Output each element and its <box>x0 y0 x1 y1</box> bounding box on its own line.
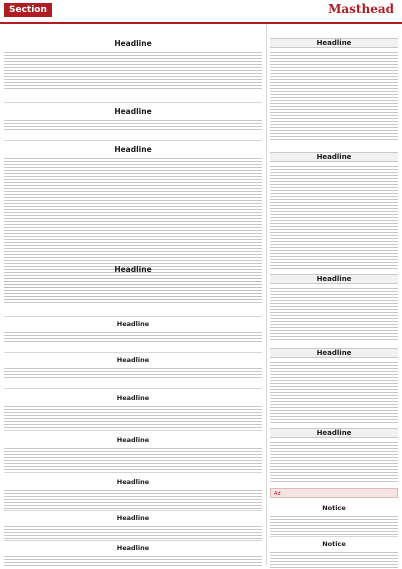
article-title: Headline <box>116 514 150 522</box>
article-r2 <box>270 152 398 270</box>
article-9 <box>4 478 262 510</box>
article-body <box>270 50 398 142</box>
article-body <box>4 366 262 380</box>
notice-title: Notice <box>322 540 346 548</box>
article-title: Headline <box>116 356 150 364</box>
article-body <box>4 446 262 472</box>
article-body <box>4 488 262 510</box>
article-title: Headline <box>116 320 150 328</box>
notice-body <box>270 550 398 568</box>
section-label: Section <box>4 3 52 17</box>
article-7 <box>4 394 262 430</box>
article-body <box>4 330 262 344</box>
article-title: Headline <box>270 152 398 162</box>
article-6 <box>4 356 262 380</box>
article-body <box>4 524 262 540</box>
article-r5 <box>270 428 398 482</box>
article-11 <box>4 544 262 566</box>
article-r3 <box>270 274 398 342</box>
article-title: Headline <box>114 266 152 274</box>
article-title: Headline <box>116 478 150 486</box>
article-body <box>4 276 262 302</box>
article-title: Headline <box>114 40 152 48</box>
article-2 <box>4 108 262 132</box>
article-title: Headline <box>116 544 150 552</box>
article-10 <box>4 514 262 540</box>
article-body <box>270 164 398 270</box>
article-r1 <box>270 38 398 142</box>
article-4 <box>4 266 262 302</box>
left-column <box>4 26 262 566</box>
masthead: Masthead <box>328 2 394 16</box>
article-body <box>4 554 262 566</box>
article-r4 <box>270 348 398 424</box>
article-title: Headline <box>116 436 150 444</box>
article-body <box>4 404 262 430</box>
notice-2 <box>270 540 398 568</box>
article-title: Headline <box>270 274 398 284</box>
column-divider <box>266 24 267 565</box>
article-body <box>4 118 262 132</box>
article-title: Headline <box>114 146 152 154</box>
page-header <box>0 0 402 24</box>
notice-title: Notice <box>322 504 346 512</box>
right-column <box>270 26 398 566</box>
article-title: Headline <box>270 38 398 48</box>
article-title: Headline <box>114 108 152 116</box>
article-5 <box>4 320 262 344</box>
article-title: Headline <box>270 428 398 438</box>
article-body <box>270 440 398 482</box>
article-title: Headline <box>116 394 150 402</box>
article-body <box>270 286 398 342</box>
notice-1 <box>270 504 398 536</box>
article-body <box>270 360 398 424</box>
article-title: Headline <box>270 348 398 358</box>
article-8 <box>4 436 262 472</box>
article-body <box>4 50 262 90</box>
notice-body <box>270 514 398 536</box>
article-1 <box>4 40 262 90</box>
ad-banner: Ad <box>270 488 398 498</box>
